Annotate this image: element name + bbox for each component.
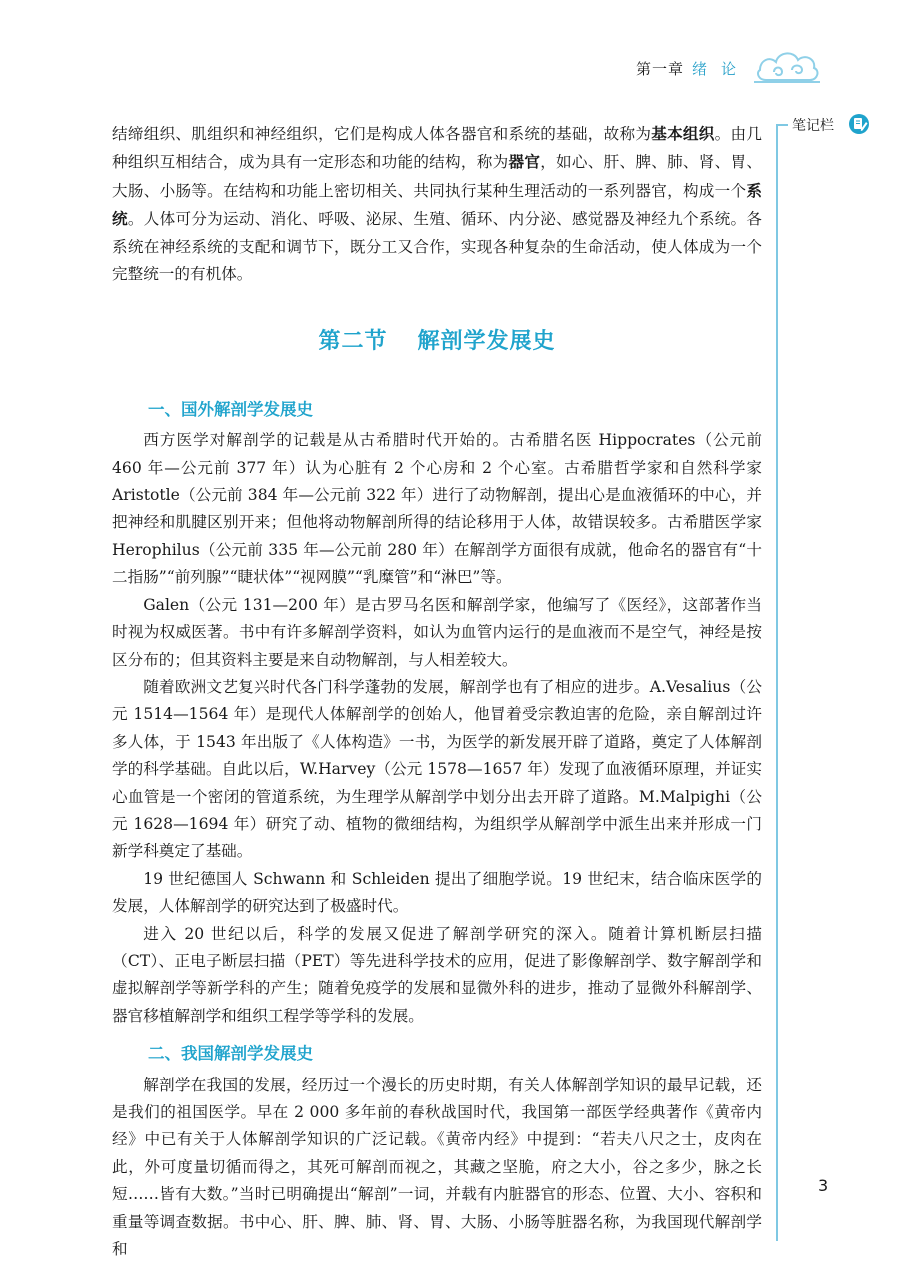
subsection-heading-china: 二、我国解剖学发展史 <box>148 1044 313 1064</box>
page-body <box>112 120 762 1263</box>
paragraph: 随着欧洲文艺复兴时代各门科学蓬勃的发展，解剖学也有了相应的进步。A.Vesalius（公元 1514—1564 年）是现代人体解剖学的创始人，他冒着受宗教迫害的危险，亲自解剖过许多人体，于 1543 年出版了《人体构造》一书，为医学的新发展开辟了道路，奠定了人体解剖学的科学基础。自此以后，W.Harvey（公元 1578—1657 年）发现了血液循环原理，并证实心血管是一个密闭的管道系统，为生理学从解剖学中划分出去开辟了道路。M.Malpighi（公元 1628—1694 年）研究了动、植物的微细结构，为组织学从解剖学中派生出来并形成一门新学科奠定了基础。 <box>112 677 762 861</box>
paragraph: 19 世纪德国人 Schwann 和 Schleiden 提出了细胞学说。19 世纪末，结合临床医学的发展，人体解剖学的研究达到了极盛时代。 <box>112 869 762 916</box>
intro-text-2: 。由几种组织互相结合，成为具有一定形态和功能的结构，称为 <box>112 125 762 172</box>
section-heading <box>112 328 762 355</box>
term-basic-tissue: 基本组织 <box>651 124 715 143</box>
pencil-note-icon <box>848 113 870 135</box>
page-number: 3 <box>818 1176 829 1195</box>
chapter-title: 绪论 <box>692 60 751 78</box>
chapter-number: 第一章 <box>636 60 685 78</box>
section-number: 第二节 <box>318 329 388 355</box>
page-header <box>0 0 900 100</box>
term-system: 系统 <box>112 180 762 229</box>
section-title: 解剖学发展史 <box>417 329 556 355</box>
subsection-heading-foreign: 一、国外解剖学发展史 <box>148 399 313 419</box>
running-head <box>636 58 750 79</box>
paragraph: 进入 20 世纪以后，科学的发展又促进了解剖学研究的深入。随着计算机断层扫描（CT）、正电子断层扫描（PET）等先进科学技术的应用，促进了影像解剖学、数字解剖学和虚拟解剖学等新学科的产生；随着免疫学的发展和显微外科的进步，推动了显微外科解剖学、器官移植解剖学和组织工程学等学科的发展。 <box>112 924 762 1025</box>
paragraph: 解剖学在我国的发展，经历过一个漫长的历史时期，有关人体解剖学知识的最早记载，还是我们的祖国医学。早在 2 000 多年前的春秋战国时代，我国第一部医学经典著作《黄帝内经》中已有关于人体解剖学知识的广泛记载。《黄帝内经》中提到：“若夫八尺之士，皮肉在此，外可度量切循而得之，其死可解剖而视之，其藏之坚脆，府之大小，谷之多少，脉之长短……皆有大数。”当时已明确提出“解剖”一词，并载有内脏器官的形态、位置、大小、容积和重量等调查数据。书中心、肝、脾、肺、肾、胃、大肠、小肠等脏器名称，为我国现代解剖学和 <box>112 1075 762 1259</box>
intro-text-3: ，如心、肝、脾、肺、肾、胃、大肠、小肠等。在结构和功能上密切相关、共同执行某种生理活动的一系列器官，构成一个 <box>112 153 762 200</box>
notes-column-label: 笔记栏 <box>792 118 834 134</box>
intro-paragraph <box>112 120 762 288</box>
intro-text-4: 。人体可分为运动、消化、呼吸、泌尿、生殖、循环、内分泌、感觉器及神经九个系统。各系统在神经系统的支配和调节下，既分工又合作，实现各种复杂的生命活动，使人体成为一个完整统一的有机体。 <box>112 210 762 284</box>
paragraph: 西方医学对解剖学的记载是从古希腊时代开始的。古希腊名医 Hippocrates（公元前 460 年—公元前 377 年）认为心脏有 2 个心房和 2 个心室。古希腊哲学家和自然科学家 Aristotle（公元前 384 年—公元前 322 年）进行了动物解剖，提出心是血液循环的中心，并把神经和肌腱区别开来；但他将动物解剖所得的结论移用于人体，故错误较多。古希腊医学家 Herophilus（公元前 335 年—公元前 280 年）在解剖学方面很有成就，他命名的器官有“十二指肠”“前列腺”“睫状体”“视网膜”“乳糜管”和“淋巴”等。 <box>112 431 762 587</box>
paragraph: Galen（公元 131—200 年）是古罗马名医和解剖学家，他编写了《医经》，这部著作当时视为权威医著。书中有许多解剖学资料，如认为血管内运行的是血液而不是空气，神经是按区分布的；但其资料主要是来自动物解剖，与人相差较大。 <box>112 595 762 669</box>
term-organ: 器官 <box>508 152 541 172</box>
notes-column-rule <box>776 125 778 1241</box>
intro-text-1: 结缔组织、肌组织和神经组织，它们是构成人体各器官和系统的基础，故称为 <box>112 125 652 143</box>
cloud-ornament-icon <box>752 40 822 86</box>
